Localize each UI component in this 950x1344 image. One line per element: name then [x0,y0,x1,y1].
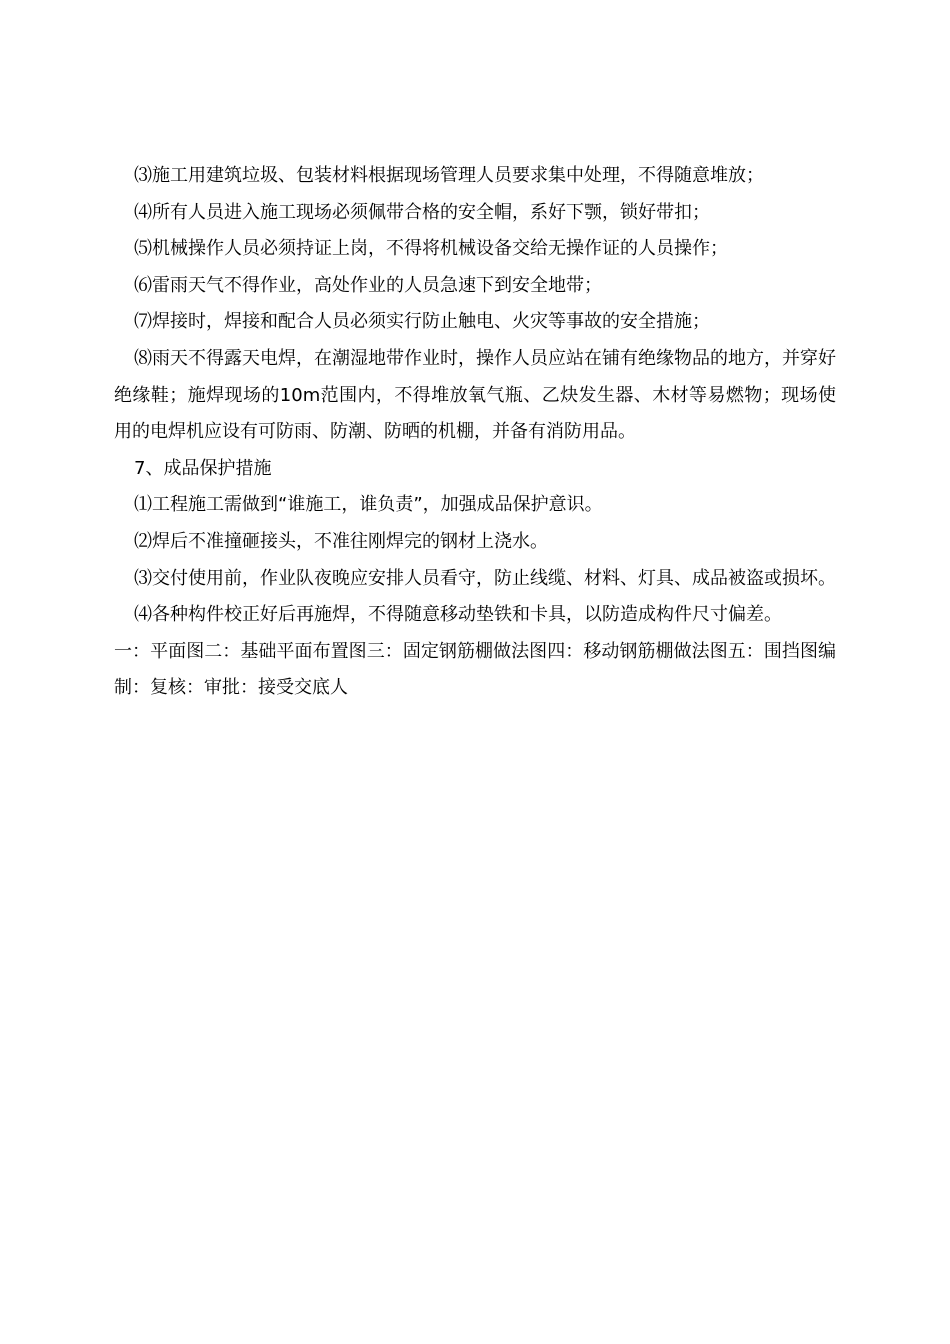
section-heading-product-protection: 7、成品保护措施 [134,457,272,479]
paragraph-item-4-helmet: ⑷所有人员进入施工现场必须佩带合格的安全帽，系好下颚，锁好带扣； [134,201,710,223]
document-body [114,158,836,707]
paragraph-protection-3: ⑶交付使用前，作业队夜晚应安排人员看守，防止线缆、材料、灯具、成品被盗或损坏。 [134,567,836,589]
paragraph-item-8-rain-welding: ⑻雨天不得露天电焊，在潮湿地带作业时，操作人员应站在铺有绝缘物品的地方，并穿好绝缘鞋；施焊现场的10m范围内，不得堆放氧气瓶、乙炔发生器、木材等易燃物；现场使用的电焊机应设有可防雨、防潮、防晒的机棚，并备有消防用品。 [114,347,836,443]
attachments-and-signoff: 一：平面图二：基础平面布置图三：固定钢筋棚做法图四：移动钢筋棚做法图五：围挡图编制：复核：审批：接受交底人 [114,640,836,699]
paragraph-item-3-waste: ⑶施工用建筑垃圾、包装材料根据现场管理人员要求集中处理，不得随意堆放； [134,165,764,186]
paragraph-protection-2: ⑵焊后不准撞砸接头，不准往刚焊完的钢材上浇水。 [134,530,548,552]
paragraph-protection-1: ⑴工程施工需做到“谁施工，谁负责”，加强成品保护意识。 [134,494,603,516]
paragraph-protection-4: ⑷各种构件校正好后再施焊，不得随意移动垫铁和卡具，以防造成构件尺寸偏差。 [134,604,782,626]
paragraph-item-6-thunderstorm: ⑹雷雨天气不得作业，高处作业的人员急速下到安全地带； [134,274,602,296]
paragraph-item-7-welding-safety: ⑺焊接时，焊接和配合人员必须实行防止触电、火灾等事故的安全措施； [134,311,710,333]
paragraph-item-5-machine-operators: ⑸机械操作人员必须持证上岗，不得将机械设备交给无操作证的人员操作； [134,238,728,260]
